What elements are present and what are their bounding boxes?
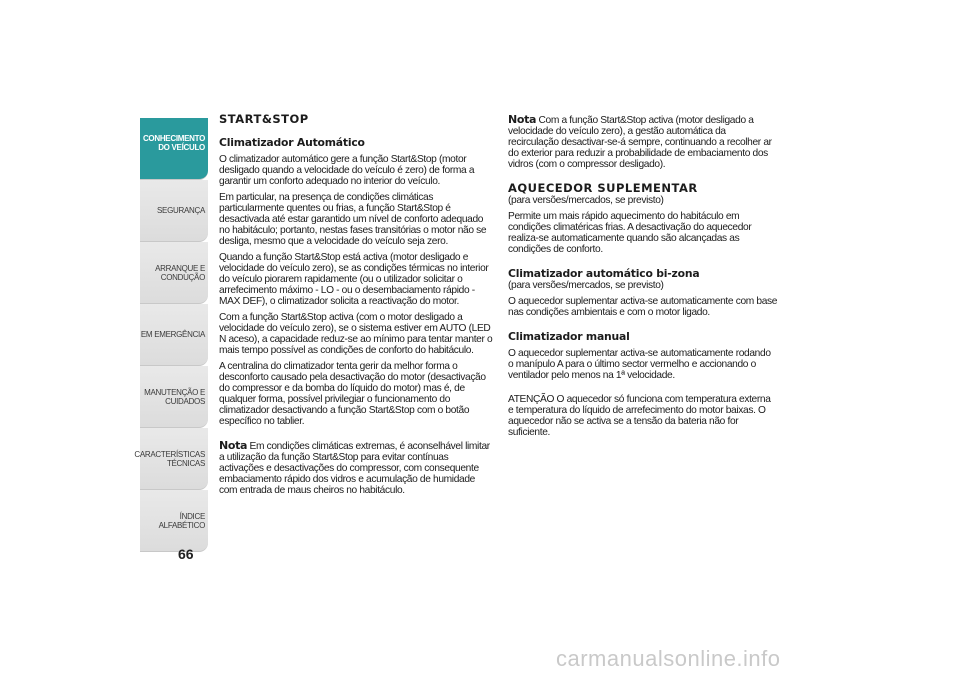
paragraph: O climatizador automático gere a função Start&Stop (motor desligado quando a velocidade do veículo é zero) de forma a garantir um conforto adequado no interior do veículo. (219, 154, 475, 187)
tab-label-line1: SEGURANÇA (157, 206, 205, 215)
paragraph: O aquecedor suplementar activa-se automaticamente rodando o manípulo A para o último sector vermelho e accionando o ventilador pelo menos na 1ª velocidade. (508, 348, 771, 381)
tab-label-line1: ÍNDICE ALFABÉTICO (158, 511, 205, 530)
spacer (508, 386, 778, 394)
qualifier-text: (para versões/mercados, se previsto) (508, 195, 664, 206)
tab-label-line1: EM EMERGÊNCIA (140, 330, 205, 339)
note-label: Nota (219, 439, 248, 452)
right-column (508, 114, 778, 443)
paragraph: Com a função Start&Stop activa (com o motor desligado a velocidade do veículo zero), se o sistema estiver em AUTO (LED N aceso), a capacidade reduz-se ao mínimo para tentar manter o mais tempo possível as condições de conforto do habitáculo. (219, 312, 493, 356)
warning-paragraph: ATENÇÃO O aquecedor só funciona com temperatura externa e temperatura do líquido de arrefecimento do motor baixas. O aquecedor não se activa se a tensão da bateria não for suficiente. (508, 394, 771, 438)
chapter-tab-emergencia[interactable] (140, 304, 208, 366)
chapter-tab-seguranca[interactable] (140, 180, 208, 242)
chapter-tab-caracteristicas[interactable] (134, 428, 208, 490)
tab-label-line2: CONDUÇÃO (160, 272, 205, 282)
note-paragraph (219, 440, 494, 496)
subsection-title: Climatizador manual (508, 330, 630, 343)
paragraph: Quando a função Start&Stop está activa (motor desligado e velocidade do veículo zero), se as condições térmicas no interior do veículo piorarem rapidamente (ou o utilizador solicitar o arrefecimento máximo - LO - ou o desembaciamento rápido - MAX DEF), o climatizador solicita a reactivação do motor. (219, 252, 489, 307)
chapter-tab-indice[interactable] (140, 490, 208, 552)
section-title: START&STOP (219, 112, 309, 126)
section-title: AQUECEDOR SUPLEMENTAR (508, 181, 698, 195)
paragraph: A centralina do climatizador tenta gerir da melhor forma o desconforto causado pela desactivação do motor (desactivação do compressor e da bomba do líquido do motor) mas é, de qualquer forma, possível privilegiar o funcionamento do climatizador desactivando a função Start&Stop com o botão específico no tablier. (219, 361, 486, 427)
note-text: Com a função Start&Stop activa (motor desligado a velocidade do veículo zero), a gestão automática da recirculação desactivar-se-á sempre, continuando a recolher ar do exterior para reduzir a probabilidade de embaciamento dos vidros (com o compressor desligado). (508, 115, 772, 170)
paragraph: Em particular, na presença de condições climáticas particularmente quentes ou frias, a função Start&Stop é desactivada até estar garantido um nível de conforto adequado no habitáculo; portanto, nestas fases transitórias o motor não se desliga, mesmo que a velocidade do veículo seja zero. (219, 192, 487, 247)
chapter-sidebar (134, 118, 208, 552)
note-label: Nota (508, 113, 537, 126)
tab-label-line2: DO VEÍCULO (158, 143, 205, 152)
watermark: carmanualsonline.info (556, 646, 781, 671)
paragraph: Permite um mais rápido aquecimento do habitáculo em condições climatéricas frias. A desactivação do aquecedor realiza-se automaticamente quando são alcançadas as condições de conforto. (508, 211, 752, 255)
chapter-tab-arranque[interactable] (140, 242, 208, 304)
chapter-tab-conhecimento[interactable] (140, 118, 208, 180)
note-paragraph (508, 114, 778, 170)
left-column (219, 114, 494, 501)
subsection-title: Climatizador automático bi-zona (508, 267, 700, 280)
page-number: 66 (178, 546, 194, 562)
note-text: Em condições climáticas extremas, é aconselhável limitar a utilização da função Start&Stop para evitar contínuas activações e desactivações do compressor, com consequente embaciamento rápido dos vidros e acumulação de humidade com entrada de maus cheiros no habitáculo. (219, 441, 490, 496)
tab-label-line2: CUIDADOS (165, 396, 205, 406)
tab-label-line1: CARACTERÍSTICAS (134, 449, 205, 459)
tab-label-line1: CONHECIMENTO (142, 134, 205, 143)
chapter-tab-manutencao[interactable] (140, 366, 208, 428)
tab-label-line2: TÉCNICAS (166, 458, 205, 468)
spacer (219, 432, 494, 440)
tab-label-line1: ARRANQUE E (155, 263, 205, 273)
paragraph: O aquecedor suplementar activa-se automaticamente com base nas condições ambientais e com o motor ligado. (508, 296, 778, 318)
qualifier-text: (para versões/mercados, se previsto) (508, 280, 664, 291)
tab-label-line1: MANUTENÇÃO E (144, 387, 205, 397)
subsection-title: Climatizador Automático (219, 136, 365, 149)
